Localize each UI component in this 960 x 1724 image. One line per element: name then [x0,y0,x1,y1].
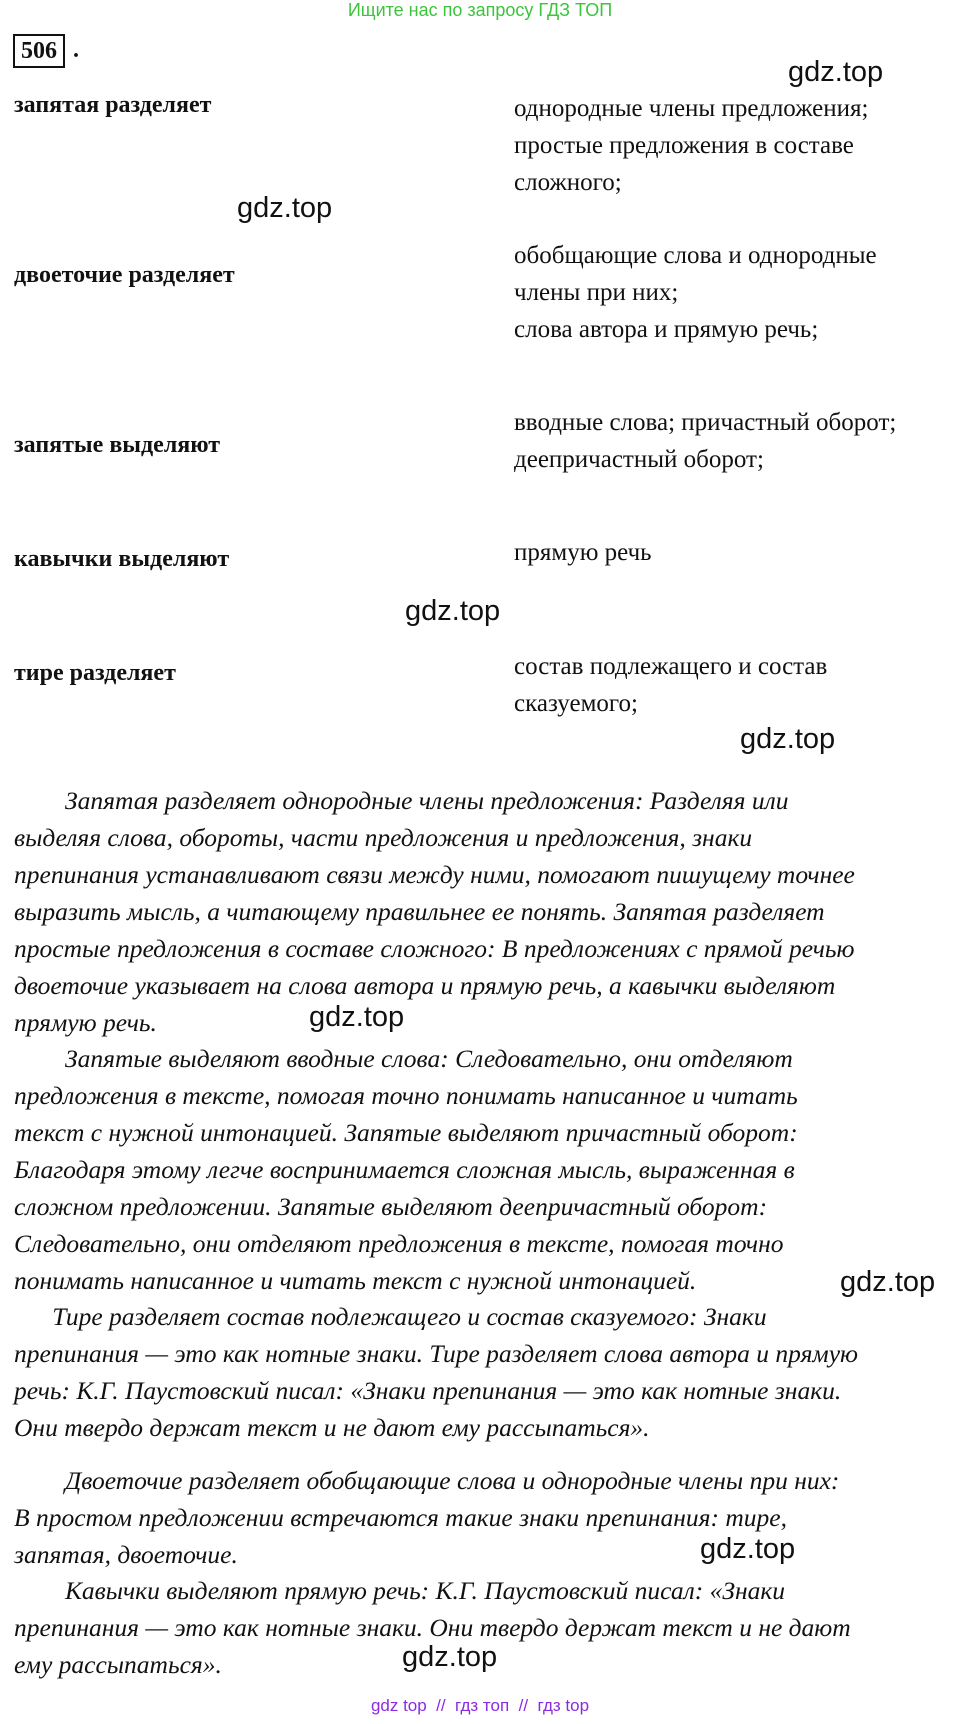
table-row-value: обобщающие слова и однородные члены при них; слова автора и прямую речь; [514,242,877,343]
table-row-label: кавычки выделяют [14,546,230,572]
table-row-label: запятые выделяют [14,432,221,458]
watermark: gdz.top [740,723,836,755]
watermark: gdz.top [309,1001,405,1033]
watermark: gdz.top [237,192,333,224]
paragraph: Кавычки выделяют прямую речь: К.Г. Паустовский писал: «Знаки препинания — это как нотные знаки. Они твердо держат текст и не дают ему рассыпаться». [14,1576,851,1679]
watermark: gdz.top [788,56,884,88]
paragraph: Двоеточие разделяет обобщающие слова и однородные члены при них: В простом предложении встречаются такие знаки препинания: тире, запятая, двоеточие. [14,1466,840,1569]
table-row-value: однородные члены предложения; простые предложения в составе сложного; [514,95,869,196]
table-row-label: двоеточие разделяет [14,262,235,288]
table-row-value: вводные слова; причастный оборот; деепричастный оборот; [514,409,897,473]
table-row-value: состав подлежащего и состав сказуемого; [514,653,828,717]
table-row-label: тире разделяет [14,660,176,686]
watermark: gdz.top [700,1533,796,1565]
task-number: 506 [13,34,65,68]
table-row-value: прямую речь [514,539,652,566]
watermark: gdz.top [405,595,501,627]
paragraph: Запятые выделяют вводные слова: Следовательно, они отделяют предложения в тексте, помогая точно понимать написанное и читать текст с нужной интонацией. Запятые выделяют причастный оборот: Благодаря этому легче воспринимается сложная мысль, выраженная в сложном предложении. Запятые выделяют деепричастный оборот: Следовательно, они отделяют предложения в тексте, помогая точно понимать написанное и читать текст с нужной интонацией. [14,1044,798,1295]
table-row-label: запятая разделяет [14,92,212,118]
task-number-dot: . [73,37,79,63]
watermark: gdz.top [402,1641,498,1673]
paragraph: Запятая разделяет однородные члены предложения: Разделяя или выделяя слова, обороты, части предложения и предложения, знаки препинания устанавливают связи между ними, помогают пишущему точнее выразить мысль, а читающему правильнее ее понять. Запятая разделяет простые предложения в составе сложного: В предложениях с прямой речью двоеточие указывает на слова автора и прямую речь, а кавычки выделяют прямую речь. [14,786,855,1037]
top-banner: Ищите нас по запросу ГДЗ ТОП [347,0,613,20]
watermark: gdz.top [840,1266,936,1298]
paragraph: Тире разделяет состав подлежащего и состав сказуемого: Знаки препинания — это как нотные знаки. Тире разделяет слова автора и прямую речь: К.Г. Паустовский писал: «Знаки препинания — это как нотные знаки. Они твердо держат текст и не дают ему рассыпаться». [14,1302,859,1442]
footer-links[interactable]: gdz top // гдз топ // гдз top [370,1696,590,1715]
